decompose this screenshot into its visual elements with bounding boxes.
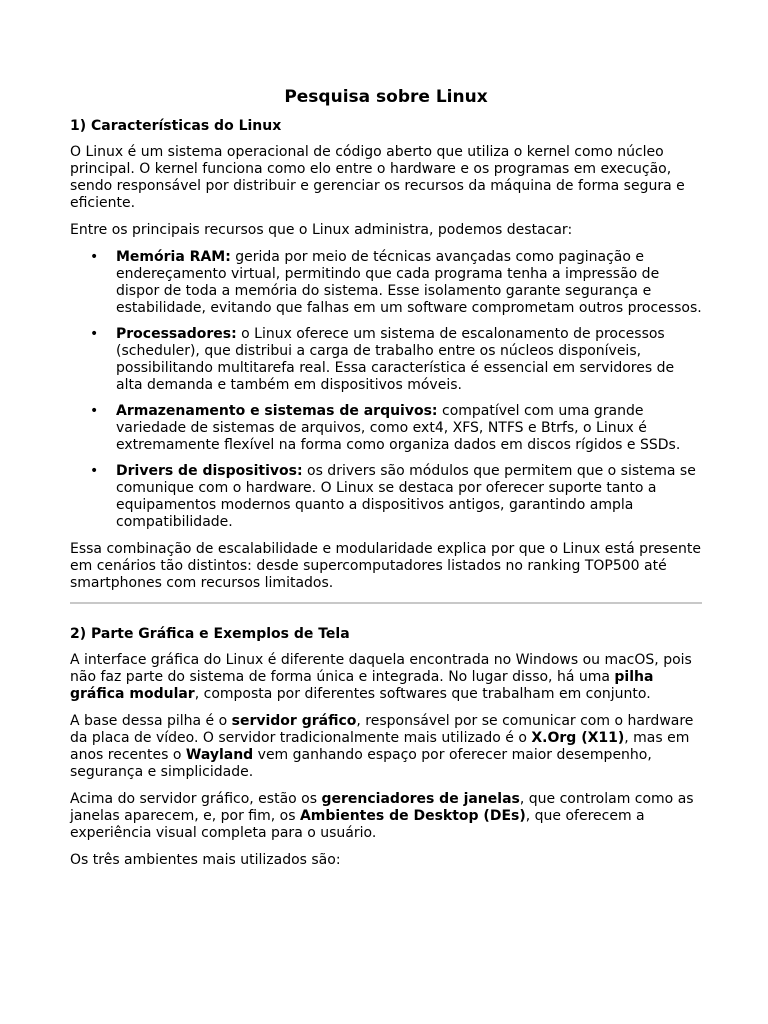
resource-list [70,249,702,531]
section-divider [70,602,702,604]
document-content [70,86,702,879]
section-2-paragraph-4: Os três ambientes mais utilizados são: [70,852,341,868]
bullet-icon: • [90,403,99,419]
section-2-paragraph-1: A interface gráfica do Linux é diferente daquela encontrada no Windows ou macOS, pois não faz parte do sistema de forma única e integrada. No lugar disso, há uma pilha gráfica modular, composta por diferentes softwares que trabalham em conjunto. [70,652,692,702]
section-2-paragraph-2: A base dessa pilha é o servidor gráfico, responsável por se comunicar com o hardware da placa de vídeo. O servidor tradicionalmente mais utilizado é o X.Org (X11), mas em anos recentes o Wayland vem ganhando espaço por oferecer maior desempenho, segurança e simplicidade. [70,713,694,780]
section-1-intro: O Linux é um sistema operacional de código aberto que utiliza o kernel como núcleo principal. O kernel funciona como elo entre o hardware e os programas em execução, sendo responsável por distribuir e gerenciar os recursos da máquina de forma segura e eficiente. [70,144,685,211]
list-item [70,326,702,394]
list-item-term: Armazenamento e sistemas de arquivos: [116,403,438,419]
list-item [70,249,702,317]
bold-term: servidor gráfico [231,713,357,729]
list-item-text: os drivers são módulos que permitem que o sistema se comunique com o hardware. O Linux se destaca por oferecer suporte tanto a equipamentos modernos quanto a dispositivos antigos, garantindo ampla compatibilidade. [116,463,696,530]
list-item [70,403,702,454]
bold-term: Ambientes de Desktop (DEs) [299,808,526,824]
bold-term: Wayland [185,747,254,763]
section-1-lead: Entre os principais recursos que o Linux administra, podemos destacar: [70,222,573,238]
section-2-paragraph-3: Acima do servidor gráfico, estão os gerenciadores de janelas, que controlam como as janelas aparecem, e, por fim, os Ambientes de Desktop (DEs), que oferecem a experiência visual completa para o usuário. [70,791,694,841]
list-item-term: Memória RAM: [116,249,231,265]
section-1-heading: 1) Características do Linux [70,118,282,134]
list-item [70,463,702,531]
list-item-text: gerida por meio de técnicas avançadas como paginação e endereçamento virtual, permitindo que cada programa tenha a impressão de dispor de toda a memória do sistema. Esse isolamento garante segurança e estabilidade, evitando que falhas em um software comprometam outros processos. [116,249,702,316]
bold-term: gerenciadores de janelas [321,791,520,807]
section-1-closing: Essa combinação de escalabilidade e modularidade explica por que o Linux está presente em cenários tão distintos: desde supercomputadores listados no ranking TOP500 até smartphones com recursos limitados. [70,541,701,591]
bullet-icon: • [90,326,99,342]
bullet-icon: • [90,249,99,265]
section-2-heading: 2) Parte Gráfica e Exemplos de Tela [70,626,350,642]
bold-term: X.Org (X11) [531,730,625,746]
bullet-icon: • [90,463,99,479]
list-item-term: Processadores: [116,326,237,342]
list-item-text: o Linux oferece um sistema de escalonamento de processos (scheduler), que distribui a carga de trabalho entre os núcleos disponíveis, possibilitando multitarefa real. Essa característica é essencial em servidores de alta demanda e também em dispositivos móveis. [116,326,675,393]
document-title: Pesquisa sobre Linux [284,87,488,107]
bold-term: pilha gráfica modular [70,669,654,702]
list-item-term: Drivers de dispositivos: [116,463,303,479]
list-item-text: compatível com uma grande variedade de sistemas de arquivos, como ext4, XFS, NTFS e Btrfs, o Linux é extremamente flexível na forma como organiza dados em discos rígidos e SSDs. [116,403,681,453]
